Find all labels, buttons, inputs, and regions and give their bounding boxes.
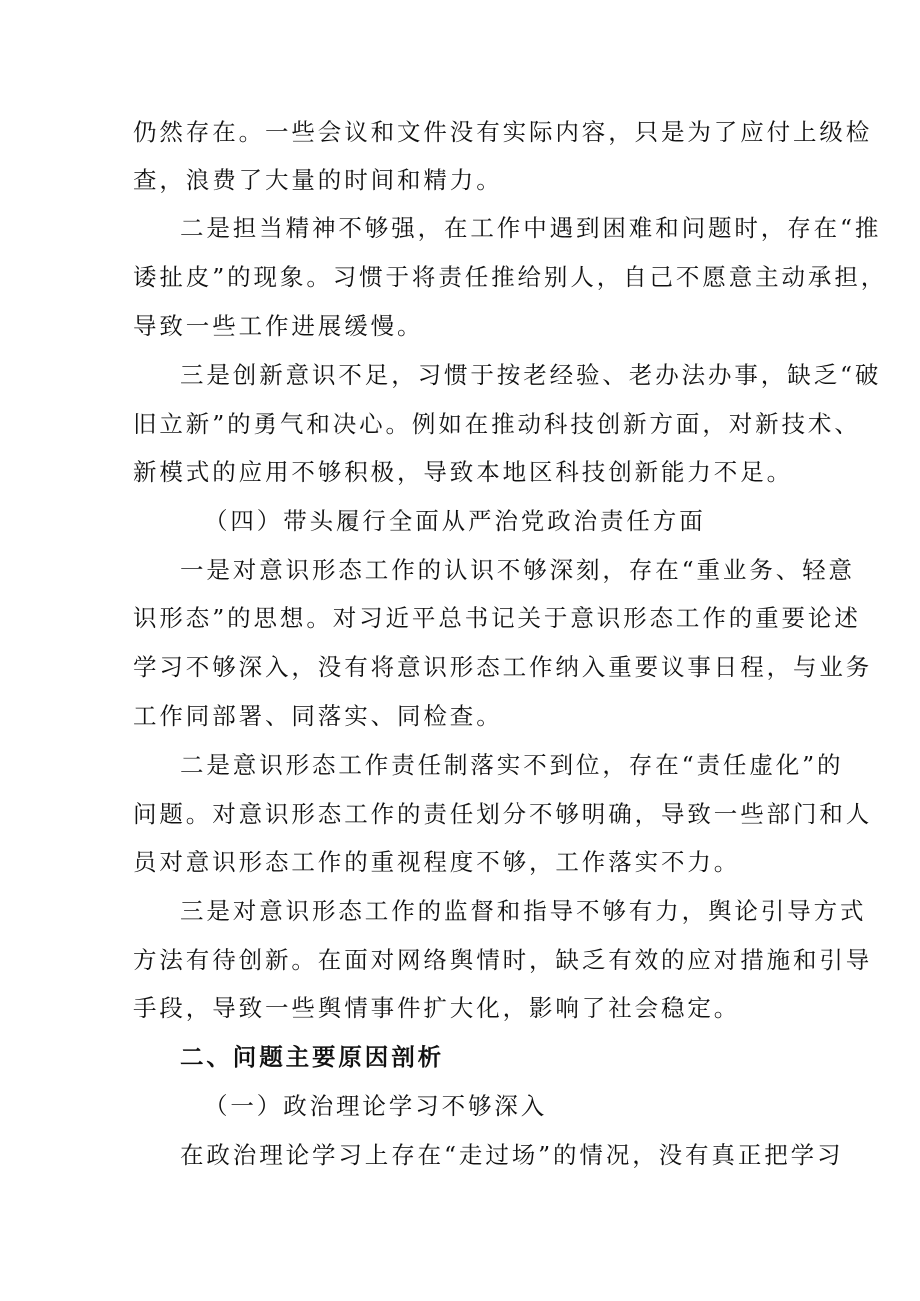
paragraph-start-line: 一是对意识形态工作的认识不够深刻，存在“重业务、轻意: [180, 556, 855, 584]
text-line: 问题。对意识形态工作的责任划分不够明确，导致一些部门和人: [133, 800, 873, 828]
text-line: 导致一些工作进展缓慢。: [133, 312, 424, 340]
subsection-heading: （四）带头履行全面从严治党政治责任方面: [204, 507, 706, 535]
subsection-heading: （一）政治理论学习不够深入: [204, 1092, 548, 1120]
section-heading: 二、问题主要原因剖析: [180, 1043, 444, 1071]
text-line: 手段，导致一些舆情事件扩大化，影响了社会稳定。: [133, 994, 741, 1022]
text-line: 查，浪费了大量的时间和精力。: [133, 166, 503, 194]
text-line: 新模式的应用不够积极，导致本地区科技创新能力不足。: [133, 458, 793, 486]
text-line: 识形态”的思想。对习近平总书记关于意识形态工作的重要论述: [133, 604, 861, 632]
text-line: 学习不够深入，没有将意识形态工作纳入重要议事日程，与业务: [133, 653, 873, 681]
paragraph-start-line: 二是意识形态工作责任制落实不到位，存在“责任虚化”的: [180, 751, 844, 779]
paragraph-start-line: 二是担当精神不够强，在工作中遇到困难和问题时，存在“推: [180, 214, 882, 242]
text-line: 方法有待创新。在面对网络舆情时，缺乏有效的应对措施和引导: [133, 946, 873, 974]
text-line: 员对意识形态工作的重视程度不够，工作落实不力。: [133, 848, 741, 876]
paragraph-start-line: 在政治理论学习上存在“走过场”的情况，没有真正把学习: [180, 1141, 844, 1169]
text-line: 仍然存在。一些会议和文件没有实际内容，只是为了应付上级检: [133, 118, 873, 146]
paragraph-start-line: 三是对意识形态工作的监督和指导不够有力，舆论引导方式: [180, 897, 867, 925]
text-line: 旧立新”的勇气和决心。例如在推动科技创新方面，对新技术、: [133, 410, 861, 438]
paragraph-start-line: 三是创新意识不足，习惯于按老经验、老办法办事，缺乏“破: [180, 361, 882, 389]
text-line: 诿扯皮”的现象。习惯于将责任推给别人，自己不愿意主动承担，: [133, 263, 888, 291]
text-line: 工作同部署、同落实、同检查。: [133, 702, 503, 730]
